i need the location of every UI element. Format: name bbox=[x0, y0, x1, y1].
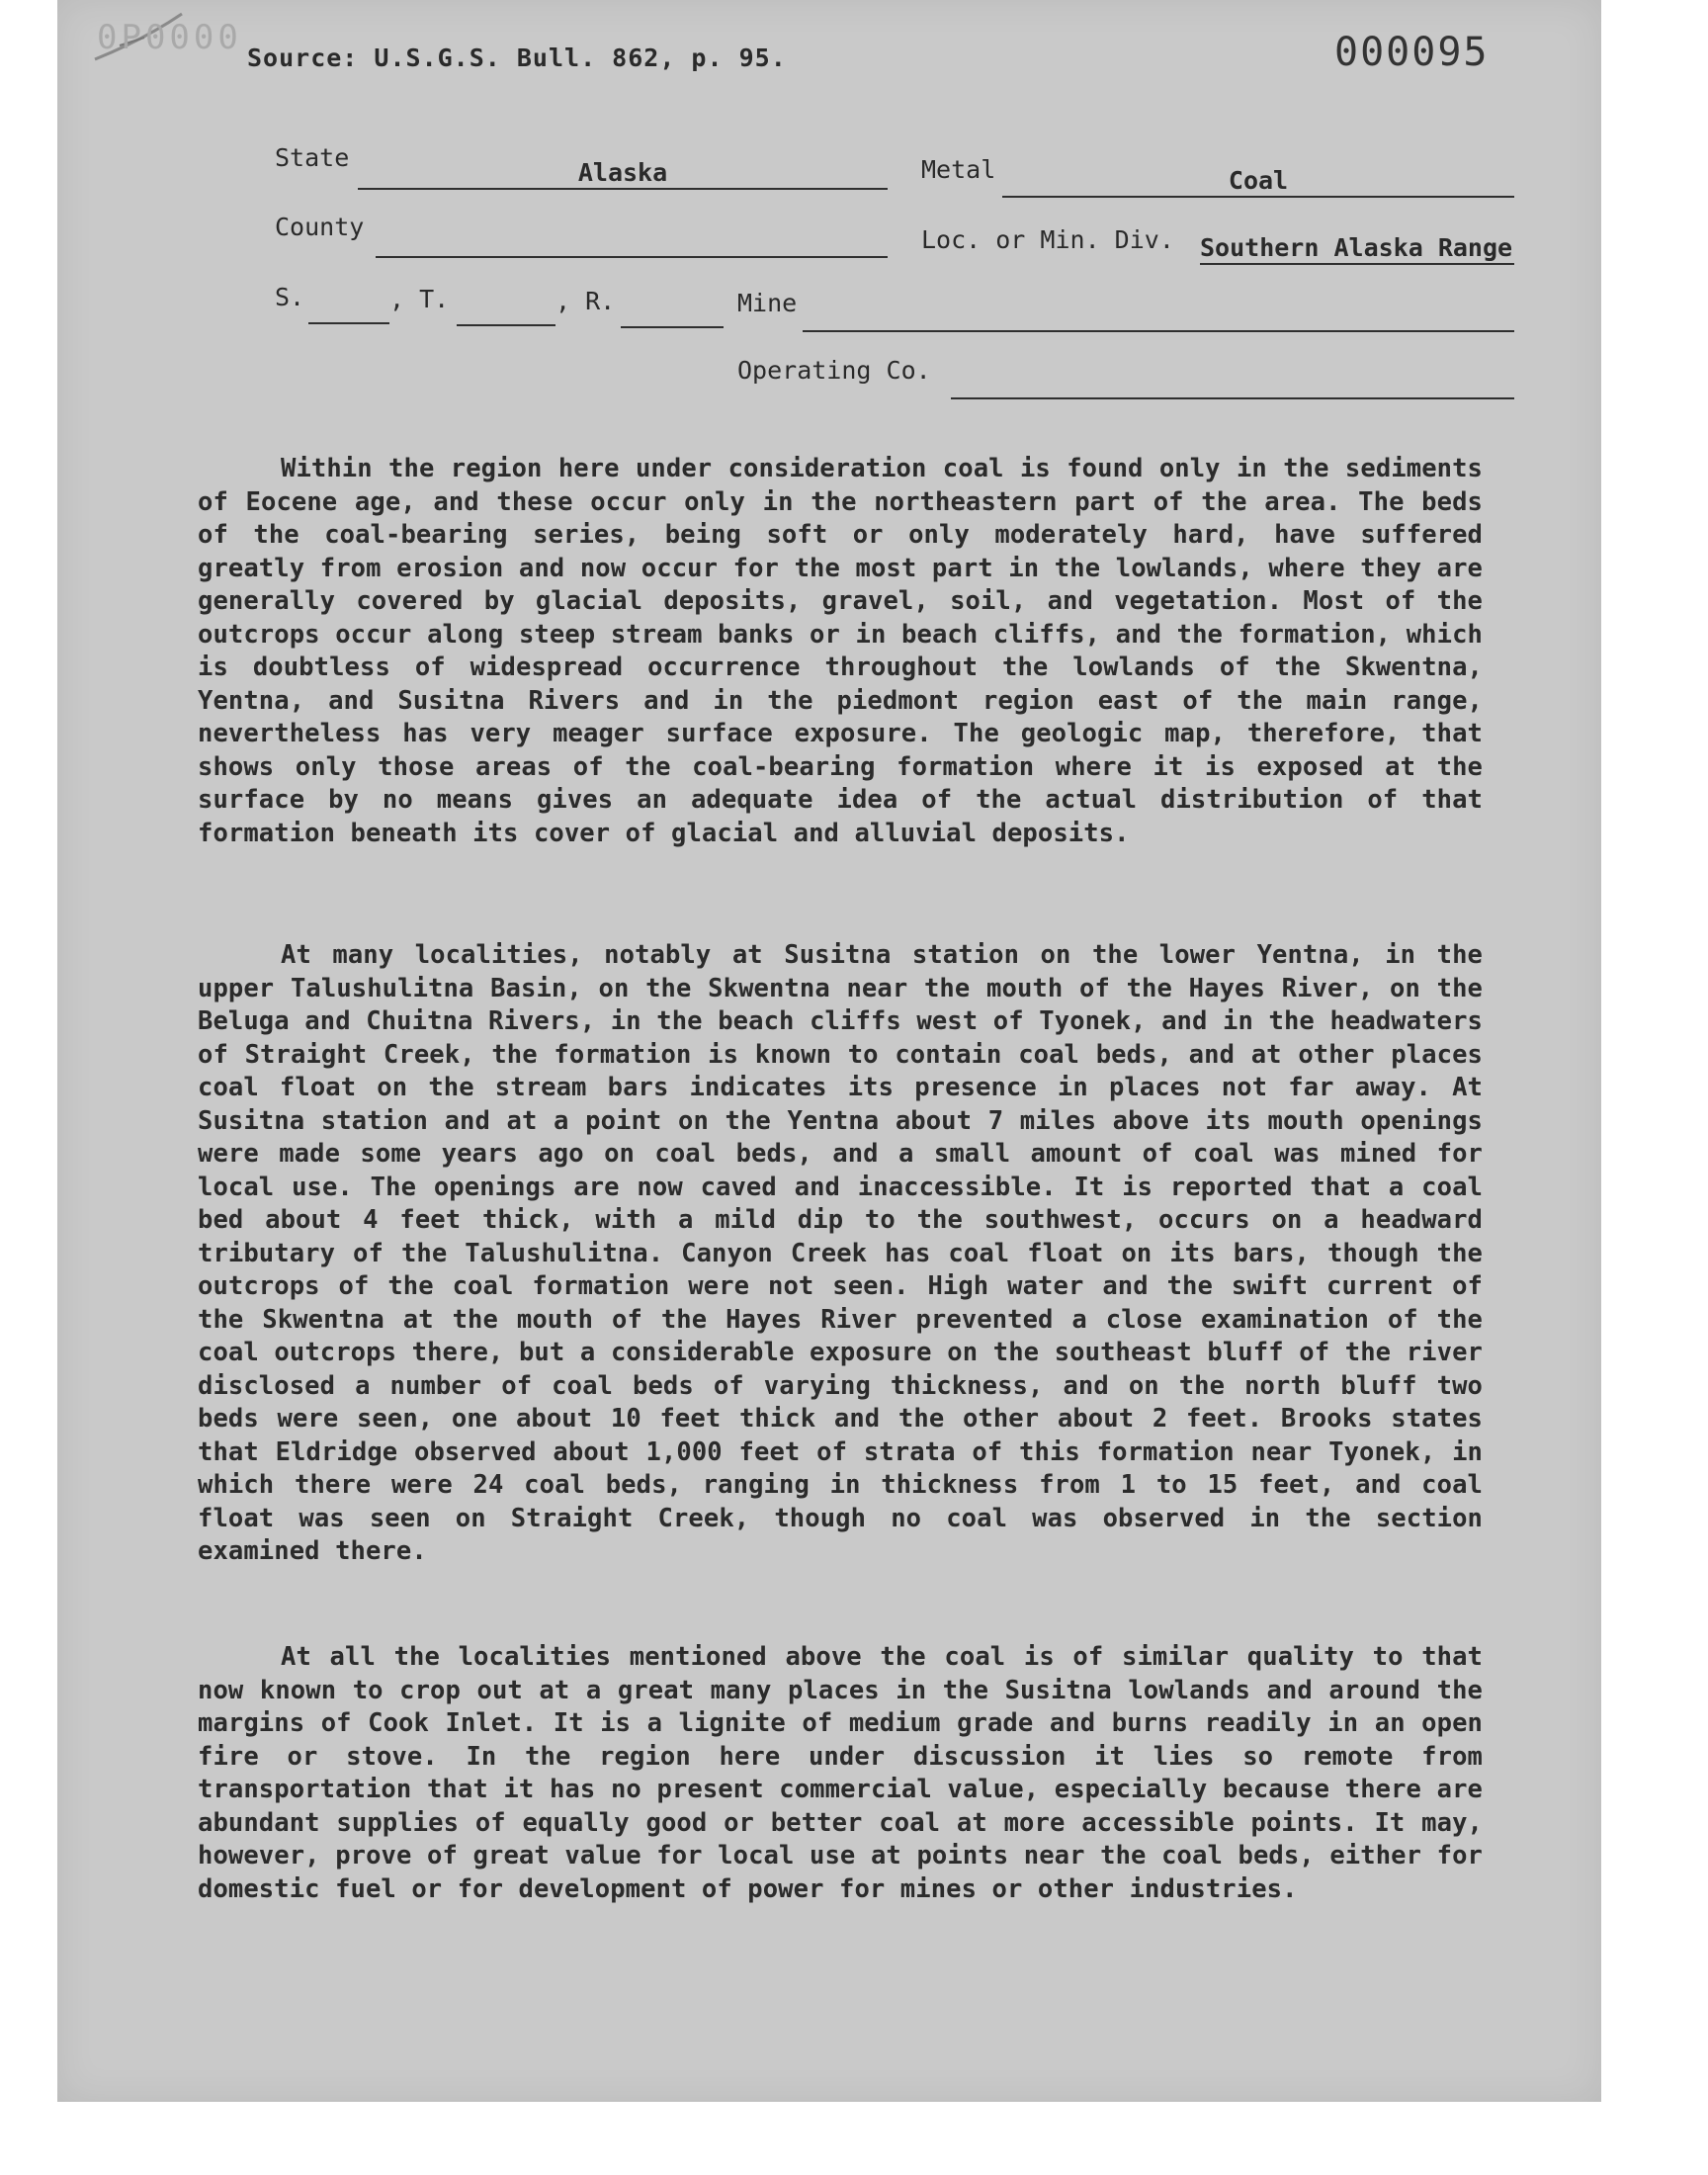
body-text-3 bbox=[198, 1641, 1483, 1906]
state-label: State bbox=[275, 143, 350, 172]
operating-co-field bbox=[951, 368, 1514, 399]
body-text bbox=[198, 453, 1483, 850]
mine-field bbox=[803, 301, 1514, 332]
township-label: , T. bbox=[389, 285, 450, 313]
faded-stamp-number: 0P0000 bbox=[97, 18, 242, 57]
township-field bbox=[457, 295, 555, 326]
state-field: Alaska bbox=[358, 158, 888, 190]
paragraph-1: Within the region here under consideration coal is found only in the sediments of Eocene age, and these occur only in the northeastern part of the area. The beds of the coal-bearing series, being soft or only moderately hard, have suffered greatly from erosion and now occur for the most part in the lowlands, where they are generally covered by glacial deposits, gravel, soil, and vegetation. Most of the outcrops occur along steep stream banks or in beach cliffs, and the formation, which is doubtless of widespread occurrence throughout the lowlands of the Skwentna, Yentna, and Susitna Rivers and in the piedmont region east of the main range, nevertheless has very meager surface exposure. The geologic map, therefore, that shows only those areas of the coal-bearing formation where it is exposed at the surface by no means gives an adequate idea of the actual distribution of that formation beneath its cover of glacial and alluvial deposits. bbox=[198, 454, 1483, 848]
mine-label: Mine bbox=[737, 289, 798, 317]
metal-label: Metal bbox=[921, 155, 996, 184]
operating-co-label: Operating Co. bbox=[737, 356, 931, 385]
metal-field: Coal bbox=[1002, 166, 1514, 198]
paragraph-2: At many localities, notably at Susitna station on the lower Yentna, in the upper Talushulitna Basin, on the Skwentna near the mouth of the Hayes River, on the Beluga and Chuitna Rivers, in the beach cliffs west of Tyonek, and in the headwaters of Straight Creek, the formation is known to contain coal beds, and at other places coal float on the stream bars indicates its presence in places not far away. At Susitna station and at a point on the Yentna about 7 miles above its mouth openings were made some years ago on coal beds, and a small amount of coal was mined for local use. The openings are now caved and inaccessible. It is reported that a coal bed about 4 feet thick, with a mild dip to the southwest, occurs on a headward tributary of the Talushulitna. Canyon Creek has coal float on its bars, though the outcrops of the coal formation were not seen. High water and the swift current of the Skwentna at the mouth of the Hayes River prevented a close examination of the coal outcrops there, but a considerable exposure on the southeast bluff of the river disclosed a number of coal beds of varying thickness, and on the north bluff two beds were seen, one about 10 feet thick and the other about 2 feet. Brooks states that Eldridge observed about 1,000 feet of strata of this formation near Tyonek, in which there were 24 coal beds, ranging in thickness from 1 to 15 feet, and coal float was seen on Straight Creek, though no coal was observed in the section examined there. bbox=[198, 940, 1483, 1566]
county-label: County bbox=[275, 213, 365, 241]
section-field bbox=[308, 293, 389, 324]
source-citation: Source: U.S.G.S. Bull. 862, p. 95. bbox=[247, 44, 787, 72]
county-field bbox=[376, 226, 888, 258]
paragraph-3: At all the localities mentioned above the coal is of similar quality to that now known to crop out at a great many places in the Susitna lowlands and around the margins of Cook Inlet. It is a lignite of medium grade and burns readily in an open fire or stove. In the region here under discussion it lies so remote from transportation that it has no present commercial value, especially because there are abundant supplies of equally good or better coal at more accessible points. It may, however, prove of great value for local use at points near the coal beds, either for domestic fuel or for development of power for mines or other industries. bbox=[198, 1642, 1483, 1904]
body-text-2 bbox=[198, 939, 1483, 1569]
loc-label: Loc. or Min. Div. bbox=[921, 225, 1174, 254]
loc-field: Southern Alaska Range bbox=[1200, 233, 1514, 265]
range-field bbox=[621, 297, 724, 328]
range-label: , R. bbox=[555, 287, 616, 315]
section-label: S. bbox=[275, 283, 305, 311]
document-number: 000095 bbox=[1334, 30, 1490, 75]
